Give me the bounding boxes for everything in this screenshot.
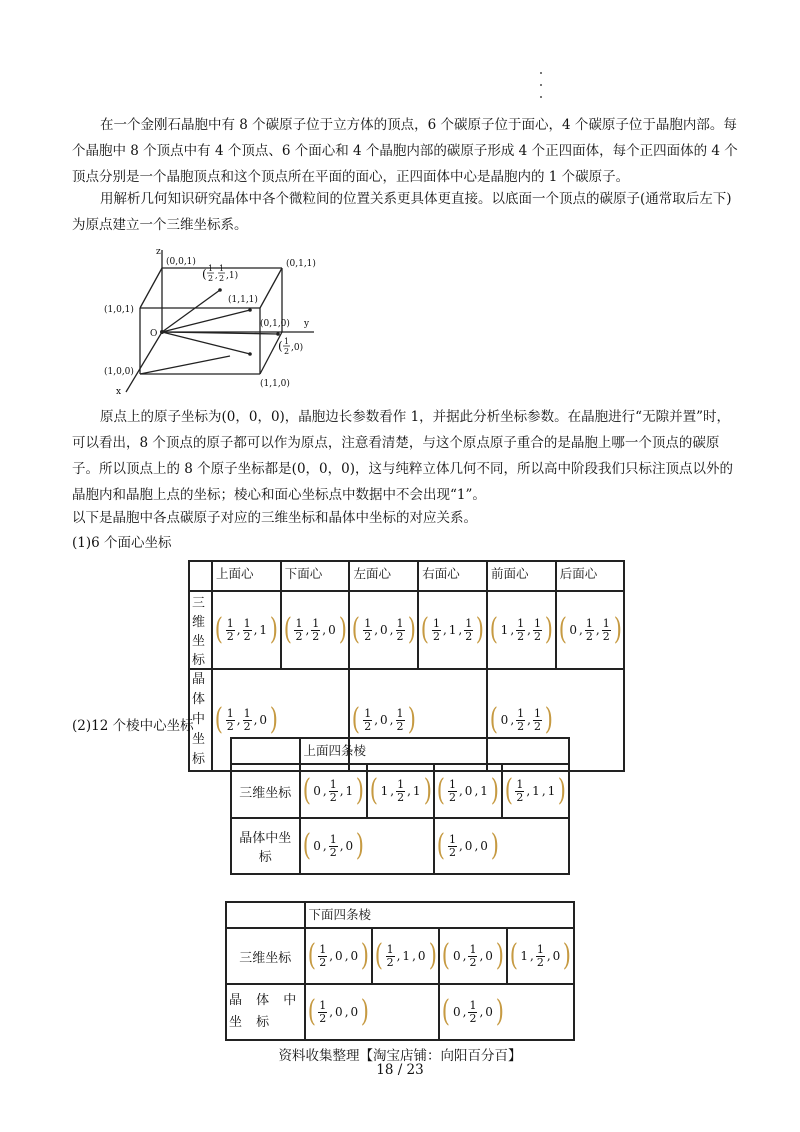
comma: , bbox=[339, 839, 344, 853]
close-paren: ) bbox=[423, 773, 432, 808]
open-paren: ( bbox=[302, 828, 311, 863]
comma: , bbox=[389, 623, 394, 637]
coordinate-value: 0 bbox=[417, 949, 426, 963]
comma: , bbox=[479, 949, 484, 963]
coordinate-tuple bbox=[213, 612, 280, 647]
fraction: $\frac{1}{2}$ bbox=[396, 706, 404, 733]
coordinate-tuple bbox=[350, 702, 417, 737]
svg-text:1: 1 bbox=[208, 264, 214, 273]
svg-text:2: 2 bbox=[284, 347, 290, 356]
axis-z-label: z bbox=[156, 247, 161, 257]
coordinate-value: 1 bbox=[448, 623, 457, 637]
coordinate-value: 1 bbox=[345, 784, 354, 798]
coordinate-value: 0 bbox=[259, 713, 268, 727]
coordinate-value: 0 bbox=[313, 839, 321, 853]
svg-text:1: 1 bbox=[219, 264, 225, 273]
open-paren: ( bbox=[307, 994, 316, 1029]
fraction: $\frac{1}{2}$ bbox=[533, 616, 541, 643]
section-face-centers-title: (1)6 个面心坐标 bbox=[72, 535, 172, 551]
comma: , bbox=[236, 713, 241, 727]
close-paren: ) bbox=[269, 702, 278, 737]
fraction: $\frac{1}{2}$ bbox=[329, 777, 337, 804]
coordinate-value: 0 bbox=[350, 1005, 359, 1019]
coordinate-value: 0 bbox=[328, 623, 336, 637]
coordinate-tuple bbox=[503, 773, 568, 808]
comma: , bbox=[396, 949, 401, 963]
comma: , bbox=[322, 784, 327, 798]
header-bottom-edges: 下面四条棱 bbox=[305, 902, 575, 928]
comma: , bbox=[541, 784, 546, 798]
coordinate-value: 0 bbox=[552, 949, 561, 963]
open-paren: ( bbox=[437, 773, 446, 808]
fraction: $\frac{1}{2}$ bbox=[364, 706, 372, 733]
comma: , bbox=[510, 623, 515, 637]
comma: , bbox=[305, 623, 310, 637]
coord-cell bbox=[305, 928, 372, 984]
open-paren: ( bbox=[489, 612, 498, 647]
fraction: $\frac{1}{2}$ bbox=[517, 706, 525, 733]
open-paren: ( bbox=[352, 702, 361, 737]
coordinate-value: 1 bbox=[402, 949, 411, 963]
coordinate-tuple bbox=[282, 612, 349, 647]
coordinate-value: 1 bbox=[532, 784, 540, 798]
fraction: $\frac{1}{2}$ bbox=[243, 706, 251, 733]
close-paren: ) bbox=[475, 612, 485, 647]
comma: , bbox=[458, 623, 463, 637]
close-paren: ) bbox=[558, 773, 567, 808]
coordinate-tuple bbox=[419, 612, 486, 647]
axis-y-label: y bbox=[304, 319, 310, 329]
coord-cell bbox=[305, 984, 440, 1040]
coord-cell bbox=[372, 928, 439, 984]
coordinate-tuple bbox=[508, 938, 573, 973]
close-paren: ) bbox=[338, 612, 347, 647]
coord-cell bbox=[502, 764, 569, 818]
fraction: $\frac{1}{2}$ bbox=[319, 998, 327, 1025]
open-paren: ( bbox=[302, 773, 311, 808]
coord-cell bbox=[418, 591, 487, 669]
coord-cell bbox=[212, 591, 281, 669]
coord-cell bbox=[367, 764, 434, 818]
coordinate-value: 1 bbox=[520, 949, 528, 963]
coordinate-value: 1 bbox=[500, 623, 509, 637]
open-paren: ( bbox=[352, 612, 361, 647]
comma: , bbox=[329, 949, 334, 963]
close-paren: ) bbox=[428, 938, 437, 973]
comma: , bbox=[389, 713, 394, 727]
close-paren: ) bbox=[495, 938, 504, 973]
unit-cell-diagram bbox=[100, 246, 360, 396]
header-top-edges: 上面四条棱 bbox=[300, 738, 570, 764]
comma: , bbox=[479, 1005, 484, 1019]
open-paren: ( bbox=[283, 612, 292, 647]
close-paren: ) bbox=[269, 612, 278, 647]
svg-text:,: , bbox=[215, 271, 218, 280]
comma: , bbox=[462, 1005, 467, 1019]
coord-cell bbox=[349, 591, 418, 669]
header-right-face: 右面心 bbox=[418, 561, 487, 591]
fraction: $\frac{1}{2}$ bbox=[396, 616, 404, 643]
fraction: $\frac{1}{2}$ bbox=[319, 942, 327, 969]
coord-cell bbox=[300, 764, 367, 818]
row-label-3d: 三维坐标 bbox=[231, 764, 300, 818]
fraction: $\frac{1}{2}$ bbox=[469, 998, 477, 1025]
coordinate-value: 1 bbox=[547, 784, 556, 798]
coordinate-value: 0 bbox=[480, 839, 488, 853]
fraction: $\frac{1}{2}$ bbox=[516, 777, 524, 804]
close-paren: ) bbox=[490, 773, 499, 808]
row-label-3d: 三维坐标 bbox=[189, 591, 212, 669]
fraction: $\frac{1}{2}$ bbox=[536, 942, 544, 969]
fraction: $\frac{1}{2}$ bbox=[432, 616, 440, 643]
fraction: $\frac{1}{2}$ bbox=[469, 942, 477, 969]
coordinate-value: 0 bbox=[569, 623, 578, 637]
svg-text:2: 2 bbox=[208, 274, 214, 283]
point-101-label: (1,0,1) bbox=[104, 305, 134, 315]
comma: , bbox=[474, 839, 479, 853]
point-half-half-1-tail: ,1) bbox=[226, 271, 239, 281]
fraction: $\frac{1}{2}$ bbox=[585, 616, 593, 643]
coordinate-value: 0 bbox=[335, 949, 343, 963]
coord-cell bbox=[556, 591, 625, 669]
paragraph-intro: 在一个金刚石晶胞中有 8 个碳原子位于立方体的顶点，6 个碳原子位于面心，4 个碳原子位于晶胞内部。每个晶胞中 8 个顶点中有 4 个顶点、6 个面心和 4 个晶胞内部的碳原子形成 4 个正四面体，每个正四面体的 4 个顶点分别是一个晶胞顶点和这个顶点所在平面的面心，正四面体中心是晶胞内的 1 个碳原子。 bbox=[72, 117, 738, 185]
comma: , bbox=[546, 949, 551, 963]
row-label-crystal: 晶 体 中 坐 标 bbox=[189, 669, 212, 771]
table-corner bbox=[231, 738, 300, 764]
footer-source: 资料收集整理【淘宝店铺：向阳百分百】 bbox=[278, 1048, 522, 1064]
point-010-label: (0,1,0) bbox=[260, 319, 290, 329]
fraction: $\frac{1}{2}$ bbox=[226, 616, 234, 643]
coordinate-value: 0 bbox=[452, 949, 461, 963]
comma: , bbox=[253, 623, 258, 637]
coordinate-value: 0 bbox=[464, 839, 473, 853]
comma: , bbox=[344, 949, 349, 963]
fraction: $\frac{1}{2}$ bbox=[312, 616, 320, 643]
point-1-half-0-tail: ,0) bbox=[291, 343, 304, 353]
comma: , bbox=[474, 784, 479, 798]
coordinate-tuple bbox=[301, 773, 366, 808]
table-corner bbox=[226, 902, 305, 928]
fraction: $\frac{1}{2}$ bbox=[329, 832, 337, 859]
fraction: $\frac{1}{2}$ bbox=[465, 616, 473, 643]
coordinate-tuple bbox=[301, 828, 366, 863]
open-paren: ( bbox=[558, 612, 567, 647]
coordinate-tuple bbox=[435, 828, 500, 863]
coordinate-tuple bbox=[306, 994, 371, 1029]
coordinate-tuple bbox=[440, 994, 505, 1029]
close-paren: ) bbox=[613, 612, 622, 647]
open-paren: ( bbox=[437, 828, 446, 863]
comma: , bbox=[527, 713, 531, 727]
close-paren: ) bbox=[407, 612, 416, 647]
coordinate-tuple bbox=[350, 612, 417, 647]
coordinate-value: 1 bbox=[480, 784, 488, 798]
coordinate-tuple bbox=[373, 938, 438, 973]
close-paren: ) bbox=[360, 994, 370, 1029]
point-011-label: (0,1,1) bbox=[286, 259, 316, 269]
comma: , bbox=[374, 713, 379, 727]
open-paren: ( bbox=[489, 702, 498, 737]
coordinate-value: 0 bbox=[335, 1005, 343, 1019]
coordinate-value: 0 bbox=[313, 784, 321, 798]
axis-x-label: x bbox=[116, 387, 122, 396]
close-paren: ) bbox=[544, 702, 553, 737]
coordinate-tuple bbox=[440, 938, 505, 973]
coordinate-tuple bbox=[557, 612, 624, 647]
coordinate-tuple bbox=[488, 612, 555, 647]
comma: , bbox=[529, 949, 534, 963]
open-paren: ( bbox=[214, 702, 223, 737]
paragraph-coordinate-system: 用解析几何知识研究晶体中各个微粒间的位置关系更具体更直接。以底面一个顶点的碳原子(通常取后左下)为原点建立一个三维坐标系。 bbox=[72, 191, 732, 233]
coordinate-value: 0 bbox=[345, 839, 354, 853]
coordinate-value: 1 bbox=[259, 623, 268, 637]
coord-cell bbox=[439, 928, 506, 984]
paragraph-table-intro: 以下是晶胞中各点碳原子对应的三维坐标和晶体中坐标的对应关系。 bbox=[72, 510, 477, 526]
comma: , bbox=[322, 623, 327, 637]
comma: , bbox=[595, 623, 600, 637]
close-paren: ) bbox=[360, 938, 370, 973]
paragraph-explanation: 原点上的原子坐标为(0，0，0)，晶胞边长参数看作 1，并据此分析坐标参数。在晶胞进行“无隙并置”时，可以看出，8 个顶点的原子都可以作为原点，注意看清楚，与这个原点原子重合的是晶胞上哪一个顶点的碳原子。所以顶点上的 8 个原子坐标都是(0，0，0)，这与纯粹立体几何不同，所以高中阶段我们只标注顶点以外的晶胞内和晶胞上点的坐标；棱心和面心坐标点中数据中不会出现“1”。 bbox=[72, 409, 733, 503]
coordinate-value: 0 bbox=[380, 713, 388, 727]
header-back-face: 后面心 bbox=[556, 561, 625, 591]
table-corner bbox=[189, 561, 212, 591]
comma: , bbox=[527, 623, 531, 637]
coord-cell bbox=[281, 591, 350, 669]
coord-cell bbox=[487, 591, 556, 669]
fraction: $\frac{1}{2}$ bbox=[295, 616, 303, 643]
comma: , bbox=[462, 949, 467, 963]
section-edge-centers-title: (2)12 个棱中心坐标 bbox=[72, 718, 194, 734]
comma: , bbox=[339, 784, 344, 798]
comma: , bbox=[374, 623, 379, 637]
coordinate-value: 1 bbox=[380, 784, 389, 798]
close-paren: ) bbox=[495, 994, 504, 1029]
open-paren: ( bbox=[504, 773, 513, 808]
comma: , bbox=[344, 1005, 349, 1019]
bottom-edges-table bbox=[225, 901, 575, 1041]
comma: , bbox=[322, 839, 327, 853]
coordinate-tuple bbox=[435, 773, 500, 808]
close-paren: ) bbox=[490, 828, 499, 863]
comma: , bbox=[412, 949, 416, 963]
header-left-face: 左面心 bbox=[349, 561, 418, 591]
fraction: $\frac{1}{2}$ bbox=[448, 832, 456, 859]
open-paren: ( bbox=[442, 938, 451, 973]
point-110-label: (1,1,0) bbox=[260, 379, 290, 389]
fraction: $\frac{1}{2}$ bbox=[243, 616, 251, 643]
open-paren: ( bbox=[369, 773, 378, 808]
coord-cell bbox=[300, 818, 435, 874]
coordinate-value: 0 bbox=[350, 949, 359, 963]
row-label-crystal: 晶体中坐标 bbox=[231, 818, 300, 874]
open-paren: ( bbox=[214, 612, 223, 647]
comma: , bbox=[526, 784, 531, 798]
coordinate-tuple bbox=[488, 702, 555, 737]
svg-text:2: 2 bbox=[219, 274, 225, 283]
open-paren: ( bbox=[307, 938, 316, 973]
open-paren: ( bbox=[420, 612, 430, 647]
comma: , bbox=[458, 784, 463, 798]
comma: , bbox=[442, 623, 447, 637]
header-top-face: 上面心 bbox=[212, 561, 281, 591]
comma: , bbox=[390, 784, 395, 798]
row-label-crystal: 晶 体 中 坐 标 bbox=[226, 984, 305, 1040]
close-paren: ) bbox=[355, 828, 365, 863]
header-dots bbox=[538, 72, 544, 108]
coordinate-value: 0 bbox=[380, 623, 388, 637]
comma: , bbox=[579, 623, 583, 637]
top-edges-table bbox=[230, 737, 570, 875]
coord-cell bbox=[434, 818, 569, 874]
fraction: $\frac{1}{2}$ bbox=[226, 706, 234, 733]
comma: , bbox=[510, 713, 515, 727]
point-100-label: (1,0,0) bbox=[104, 367, 134, 377]
row-label-3d: 三维坐标 bbox=[226, 928, 305, 984]
svg-text:1: 1 bbox=[284, 337, 290, 346]
fraction: $\frac{1}{2}$ bbox=[448, 777, 456, 804]
fraction: $\frac{1}{2}$ bbox=[364, 616, 372, 643]
coordinate-tuple bbox=[306, 938, 371, 973]
fraction: $\frac{1}{2}$ bbox=[517, 616, 525, 643]
origin-label: O bbox=[150, 329, 158, 339]
point-001-label: (0,0,1) bbox=[166, 257, 196, 267]
comma: , bbox=[253, 713, 258, 727]
coordinate-value: 0 bbox=[452, 1005, 461, 1019]
fraction: $\frac{1}{2}$ bbox=[386, 942, 394, 969]
comma: , bbox=[236, 623, 241, 637]
coord-cell bbox=[434, 764, 501, 818]
comma: , bbox=[458, 839, 463, 853]
point-111-label: (1,1,1) bbox=[228, 295, 258, 305]
comma: , bbox=[329, 1005, 334, 1019]
coordinate-value: 0 bbox=[500, 713, 509, 727]
fraction: $\frac{1}{2}$ bbox=[397, 777, 405, 804]
coordinate-value: 0 bbox=[485, 949, 493, 963]
coord-cell bbox=[439, 984, 574, 1040]
close-paren: ) bbox=[355, 773, 365, 808]
header-bottom-face: 下面心 bbox=[281, 561, 350, 591]
header-front-face: 前面心 bbox=[487, 561, 556, 591]
coordinate-tuple bbox=[368, 773, 433, 808]
coordinate-value: 0 bbox=[485, 1005, 493, 1019]
page-number: 18 / 23 bbox=[376, 1062, 424, 1078]
close-paren: ) bbox=[563, 938, 572, 973]
close-paren: ) bbox=[544, 612, 553, 647]
coord-cell bbox=[507, 928, 574, 984]
coordinate-value: 1 bbox=[412, 784, 421, 798]
fraction: $\frac{1}{2}$ bbox=[602, 616, 610, 643]
fraction: $\frac{1}{2}$ bbox=[533, 706, 541, 733]
svg-text:(: ( bbox=[202, 267, 207, 281]
svg-text:(: ( bbox=[278, 339, 283, 353]
open-paren: ( bbox=[374, 938, 383, 973]
open-paren: ( bbox=[442, 994, 451, 1029]
coordinate-tuple bbox=[213, 702, 280, 737]
comma: , bbox=[407, 784, 411, 798]
close-paren: ) bbox=[407, 702, 416, 737]
coordinate-value: 0 bbox=[464, 784, 473, 798]
open-paren: ( bbox=[509, 938, 518, 973]
